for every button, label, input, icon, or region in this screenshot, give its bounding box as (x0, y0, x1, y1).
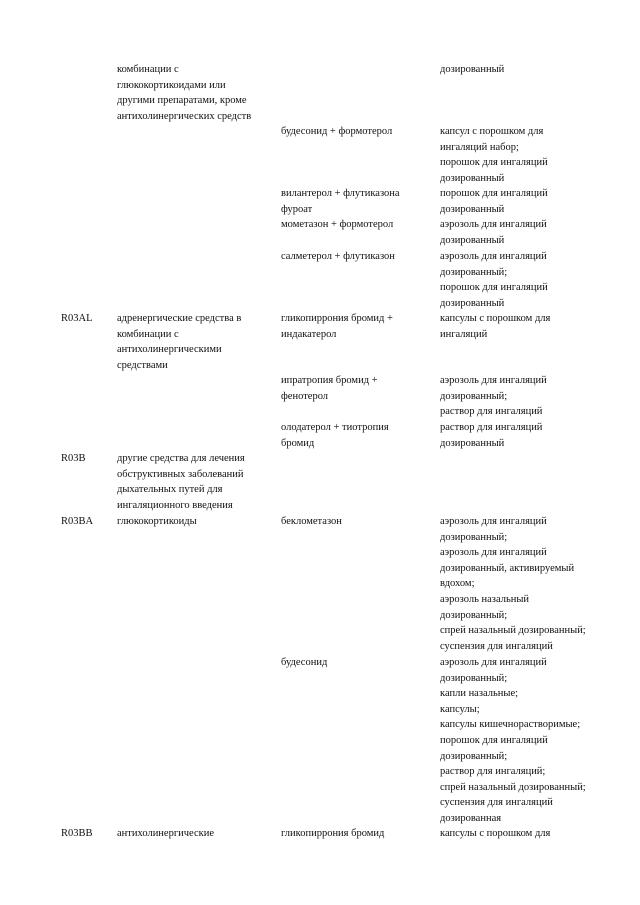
pharmacological-group: комбинации с глюкокортикоидами или другими препаратами, кроме антихолинергических средств (117, 64, 252, 122)
dosage-form: аэрозоль для ингаляций дозированный; капли назальные; капсулы; капсулы кишечнорастворимые; порошок для ингаляций дозированный; раствор для ингаляций; спрей назальный дозированный; суспензия для ингаляций дозированная (440, 657, 586, 824)
dosage-form: капсул с порошком для ингаляций набор; порошок для ингаляций дозированный (440, 126, 548, 184)
drug-name: олодатерол + тиотропия бромид (281, 422, 389, 449)
drug-name: беклометазон (281, 516, 342, 527)
atc-code: R03AL (61, 313, 93, 324)
dosage-form: аэрозоль для ингаляций дозированный; аэрозоль для ингаляций дозированный, активируемый вдохом; аэрозоль назальный дозированный; спрей назальный дозированный; суспензия для ингаляций (440, 516, 586, 652)
pharmacological-group: антихолинергические (117, 828, 215, 839)
pharmacological-group: адренергические средства в комбинации с антихолинергическими средствами (117, 313, 242, 371)
dosage-form: капсулы с порошком для (440, 828, 551, 839)
drug-name: мометазон + формотерол (281, 219, 394, 230)
pharmacological-group: глюкокортикоиды (117, 516, 197, 527)
drug-name: гликопиррония бромид (281, 828, 385, 839)
dosage-form: капсулы с порошком для ингаляций (440, 313, 551, 340)
atc-code: R03BB (61, 828, 93, 839)
drug-name: вилантерол + флутиказона фуроат (281, 188, 400, 215)
dosage-form: дозированный (440, 64, 505, 75)
dosage-form: раствор для ингаляций дозированный (440, 422, 543, 449)
dosage-form: порошок для ингаляций дозированный (440, 188, 548, 215)
drug-name: будесонид + формотерол (281, 126, 393, 137)
drug-name: салметерол + флутиказон (281, 251, 395, 262)
dosage-form: аэрозоль для ингаляций дозированный; раствор для ингаляций (440, 375, 547, 418)
atc-code: R03B (61, 453, 86, 464)
atc-code: R03BA (61, 516, 94, 527)
drug-name: ипратропия бромид + фенотерол (281, 375, 378, 402)
dosage-form: аэрозоль для ингаляций дозированный; порошок для ингаляций дозированный (440, 251, 548, 309)
pharmacological-group: другие средства для лечения обструктивных заболеваний дыхательных путей для ингаляционного введения (117, 453, 245, 511)
drug-name: будесонид (281, 657, 328, 668)
dosage-form: аэрозоль для ингаляций дозированный (440, 219, 547, 246)
drug-name: гликопиррония бромид + индакатерол (281, 313, 393, 340)
